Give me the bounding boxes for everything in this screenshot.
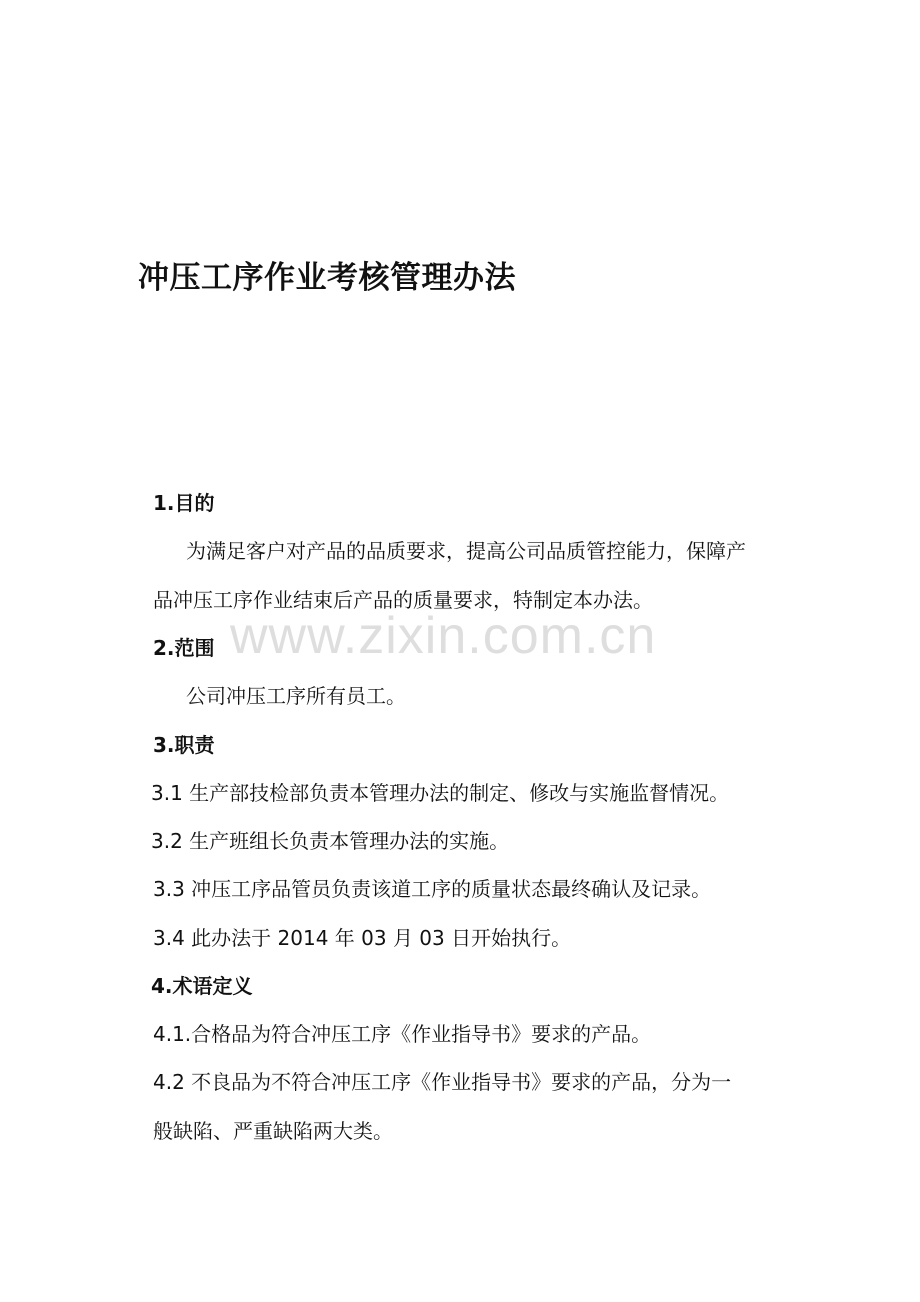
section-1-text-line-1: 为满足客户对产品的品质要求，提高公司品质管控能力，保障产 — [186, 539, 746, 563]
section-1-heading: 1.目的 — [153, 491, 215, 515]
section-3-heading: 3.职责 — [153, 733, 215, 757]
document-title: 冲压工序作业考核管理办法 — [138, 260, 516, 296]
section-2-heading: 2.范围 — [153, 636, 215, 660]
section-3-item-3: 3.3 冲压工序品管员负责该道工序的质量状态最终确认及记录。 — [153, 877, 712, 901]
watermark-text: www.zixin.com.cn — [230, 607, 657, 665]
section-3-item-4: 3.4 此办法于 2014 年 03 月 03 日开始执行。 — [153, 926, 572, 950]
section-2-text: 公司冲压工序所有员工。 — [186, 684, 406, 708]
section-4-item-2-line-2: 般缺陷、严重缺陷两大类。 — [153, 1119, 393, 1143]
section-4-item-2-line-1: 4.2 不良品为不符合冲压工序《作业指导书》要求的产品，分为一 — [153, 1070, 732, 1094]
section-4-item-1: 4.1.合格品为符合冲压工序《作业指导书》要求的产品。 — [153, 1022, 652, 1046]
section-1-text-line-2: 品冲压工序作业结束后产品的质量要求，特制定本办法。 — [153, 588, 653, 612]
section-3-item-1: 3.1 生产部技检部负责本管理办法的制定、修改与实施监督情况。 — [151, 781, 730, 805]
section-3-item-2: 3.2 生产班组长负责本管理办法的实施。 — [151, 829, 510, 853]
section-4-heading: 4.术语定义 — [151, 974, 253, 998]
